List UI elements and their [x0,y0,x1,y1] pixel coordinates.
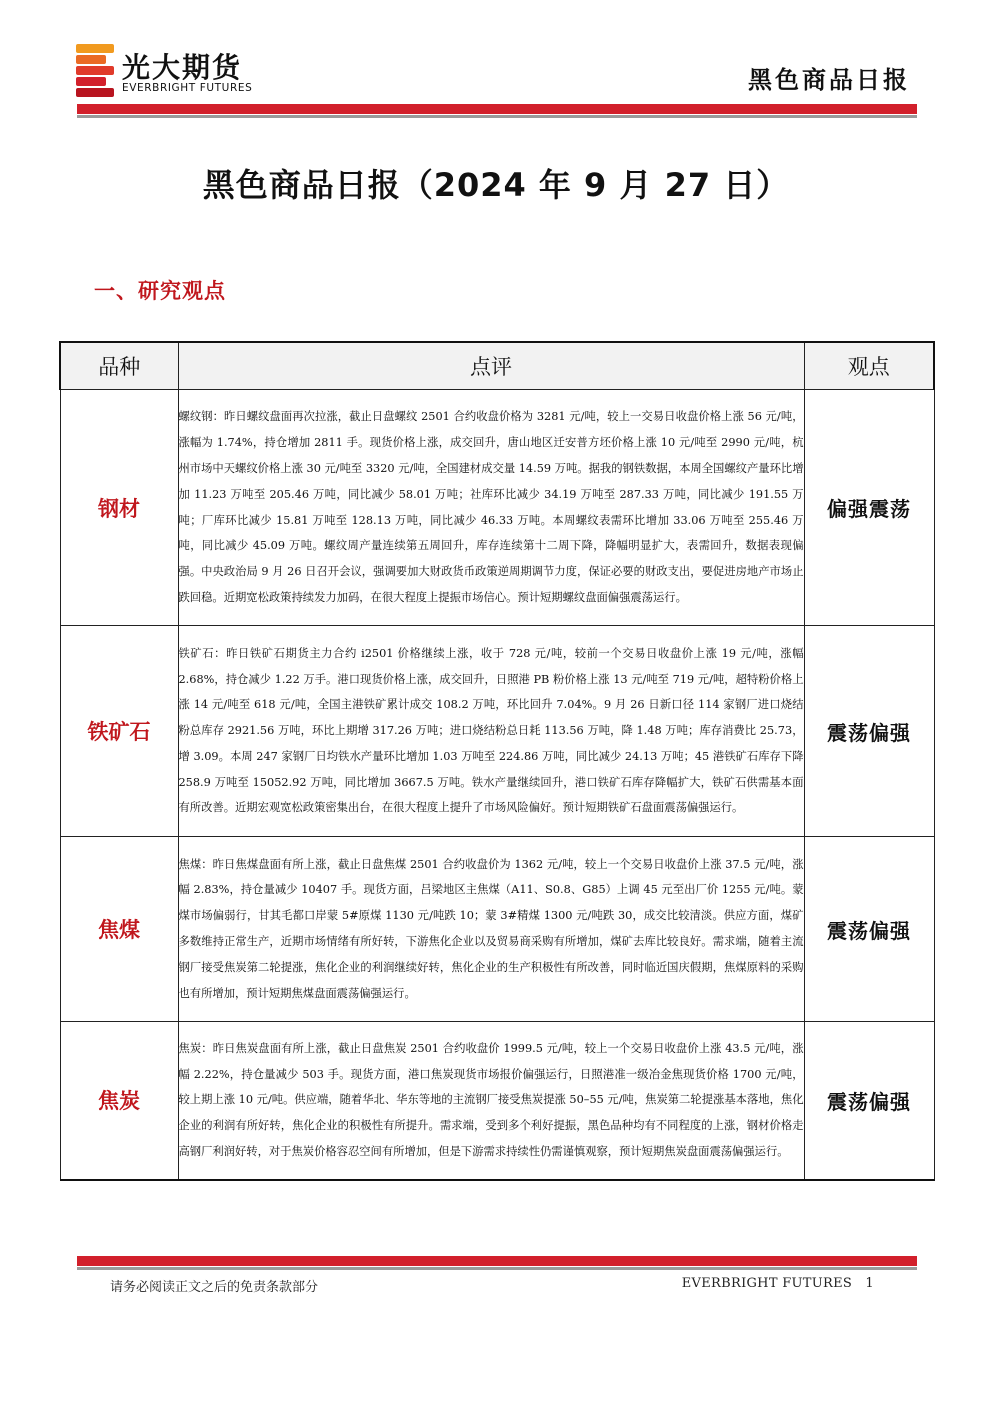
table-row [60,1022,934,1180]
product-view: 震荡偏强 [804,1022,934,1180]
footer-divider-red [77,1256,917,1266]
product-name: 焦炭 [60,1022,178,1180]
header-view: 观点 [804,342,934,390]
product-view: 震荡偏强 [804,837,934,1022]
product-view: 震荡偏强 [804,626,934,837]
logo-cn-text: 光大期货 [122,51,243,84]
document-title: 黑色商品日报（2024 年 9 月 27 日） [202,166,790,204]
product-comment: 焦煤：昨日焦煤盘面有所上涨，截止日盘焦煤 2501 合约收盘价为 1362 元/吨，较上一个交易日收盘价上涨 37.5 元/吨，涨幅 2.83%，持仓量减少 10407 手。现货方面，吕梁地区主焦煤（A11、S0.8、G85）上调 45 元至出厂价 1255 元/吨。蒙煤市场偏弱行，甘其毛都口岸蒙 5#原煤 1130 元/吨跌 10；蒙 3#精煤 1300 元/吨跌 30，成交比较清淡。供应方面，煤矿多数维持正常生产，近期市场情绪有所好转，下游焦化企业以及贸易商采购有所增加，煤矿去库比较良好。需求端，随着主流钢厂接受焦炭第二轮提涨，焦化企业的利润继续好转，焦化企业的生产积极性有所改善，同时临近国庆假期，焦煤原料的采购也有所增加，预计短期焦煤盘面震荡偏强运行。 [178,837,804,1022]
report-header-title: 黑色商品日报 [748,66,910,94]
table-row [60,626,934,837]
footer-disclaimer: 请务必阅读正文之后的免责条款部分 [110,1280,319,1295]
product-name: 焦煤 [60,837,178,1022]
company-logo [76,44,286,100]
product-name: 钢材 [60,390,178,626]
product-view: 偏强震荡 [804,390,934,626]
footer-brand: EVERBRIGHT FUTURES [681,1276,853,1291]
product-name: 铁矿石 [60,626,178,837]
header-divider-red [77,104,917,114]
footer-divider-gray [77,1267,917,1270]
footer-brand-page [682,1276,874,1291]
section-heading: 一、研究观点 [94,279,226,303]
table-row [60,837,934,1022]
logo-mark-icon [76,44,114,96]
product-comment: 螺纹钢：昨日螺纹盘面再次拉涨，截止日盘螺纹 2501 合约收盘价格为 3281 元/吨，较上一交易日收盘价格上涨 56 元/吨，涨幅为 1.74%，持仓增加 2811 手。现货价格上涨，成交回升，唐山地区迁安普方坯价格上涨 10 元/吨至 2990 元/吨，杭州市场中天螺纹价格上涨 30 元/吨至 3320 元/吨，全国建材成交量 14.59 万吨。据我的钢铁数据，本周全国螺纹产量环比增加 11.23 万吨至 205.46 万吨，同比减少 58.01 万吨；社库环比减少 34.19 万吨至 287.33 万吨，同比减少 191.55 万吨；厂库环比减少 15.81 万吨至 128.13 万吨，同比减少 46.33 万吨。本周螺纹表需环比增加 33.06 万吨至 255.46 万吨，同比减少 45.09 万吨。螺纹周产量连续第五周回升，库存连续第十二周下降，降幅明显扩大，表需回升，数据表现偏强。中央政治局 9 月 26 日召开会议，强调要加大财政货币政策逆周期调节力度，保证必要的财政支出，要促进房地产市场止跌回稳。近期宽松政策持续发力加码，在很大程度上提振市场信心。预计短期螺纹盘面偏强震荡运行。 [178,390,804,626]
page-number: 1 [865,1276,874,1291]
table-header-row [60,342,934,390]
header-comment: 点评 [178,342,804,390]
header-product: 品种 [60,342,178,390]
product-comment: 铁矿石：昨日铁矿石期货主力合约 i2501 价格继续上涨，收于 728 元/吨，较前一个交易日收盘价上涨 19 元/吨，涨幅 2.68%，持仓减少 1.22 万手。港口现货价格上涨，成交回升，日照港 PB 粉价格上涨 13 元/吨至 719 元/吨，超特粉价格上涨 14 元/吨至 618 元/吨，全国主港铁矿累计成交 108.2 万吨，环比回升 7.04%。9 月 26 日新口径 114 家钢厂进口烧结粉总库存 2921.56 万吨，环比上期增 317.26 万吨；进口烧结粉总日耗 113.56 万吨，降 1.48 万吨；库存消费比 25.73，增 3.09。本周 247 家钢厂日均铁水产量环比增加 1.03 万吨至 224.86 万吨，同比减少 24.13 万吨；45 港铁矿石库存下降 258.9 万吨至 15052.92 万吨，同比增加 3667.5 万吨。铁水产量继续回升，港口铁矿石库存降幅扩大，铁矿石供需基本面有所改善。近期宏观宽松政策密集出台，在很大程度上提升了市场风险偏好。预计短期铁矿石盘面震荡偏强运行。 [178,626,804,837]
table-row [60,390,934,626]
product-comment: 焦炭：昨日焦炭盘面有所上涨，截止日盘焦炭 2501 合约收盘价 1999.5 元/吨，较上一个交易日收盘价上涨 43.5 元/吨，涨幅 2.22%，持仓量减少 503 手。现货方面，港口焦炭现货市场报价偏强运行，日照港准一级冶金焦现货价格 1700 元/吨，较上期上涨 10 元/吨。供应端，随着华北、华东等地的主流钢厂接受焦炭提涨 50–55 元/吨，焦炭第二轮提涨基本落地，焦化企业的利润有所好转，焦化企业的积极性有所提升。需求端，受到多个利好提振，黑色品种均有不同程度的上涨，钢材价格走高钢厂利润好转，对于焦炭价格容忍空间有所增加，但是下游需求持续性仍需谨慎观察，预计短期焦炭盘面震荡偏强运行。 [178,1022,804,1180]
logo-en-text: EVERBRIGHT FUTURES [122,82,253,94]
research-views-table [59,341,935,1181]
header-divider-gray [77,115,917,118]
